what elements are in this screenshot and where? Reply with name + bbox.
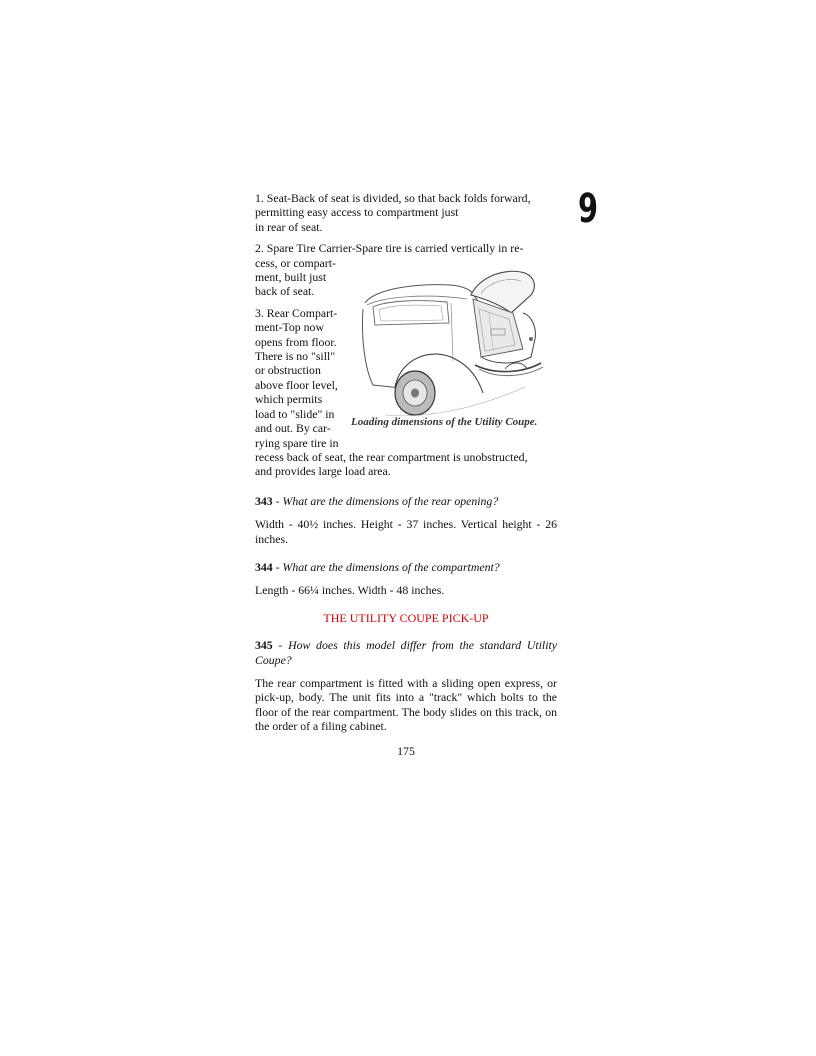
question-343: 343 - What are the dimensions of the rear opening? [255, 493, 499, 508]
paragraph-seat-back: 1. Seat-Back of seat is divided, so that back folds forward, permitting easy access to compartment just in rear of seat. [255, 191, 531, 234]
question-344: 344 - What are the dimensions of the compartment? [255, 559, 500, 574]
figure-caption: Loading dimensions of the Utility Coupe. [351, 416, 538, 429]
section-heading: THE UTILITY COUPE PICK-UP [323, 610, 489, 625]
text-column [255, 191, 557, 758]
answer-344: Length - 66¼ inches. Width - 48 inches. [255, 583, 445, 598]
answer-345: The rear compartment is fitted with a sliding open express, or pick-up, body. The unit fits into a "track" which bolts to the floor of the rear compartment. The body slides on this track, on the order of a filing cabinet. [255, 675, 557, 734]
narrow-text: cess, or compart- ment, built just back of seat. 3. Rear Compart- ment-Top now opens from floor. There is no "sill" or obstruction above floor level, which permits load to "slide" in and out. By car- rying spare tire in [255, 255, 339, 450]
paragraph-rear-compartment-cont: recess back of seat, the rear compartment is unobstructed, and provides large load area. [255, 449, 528, 479]
figure-wrap-section [255, 241, 557, 450]
paragraph-spare-tire: 2. Spare Tire Carrier-Spare tire is carried vertically in re- [255, 241, 524, 256]
car-illustration [355, 269, 555, 423]
page-number: 175 [397, 743, 415, 758]
chapter-number: 9 [578, 186, 598, 232]
question-345: 345 - How does this model differ from the standard Utility Coupe? [255, 638, 558, 667]
answer-343: Width - 40½ inches. Height - 37 inches. Vertical height - 26 inches. [255, 517, 557, 546]
